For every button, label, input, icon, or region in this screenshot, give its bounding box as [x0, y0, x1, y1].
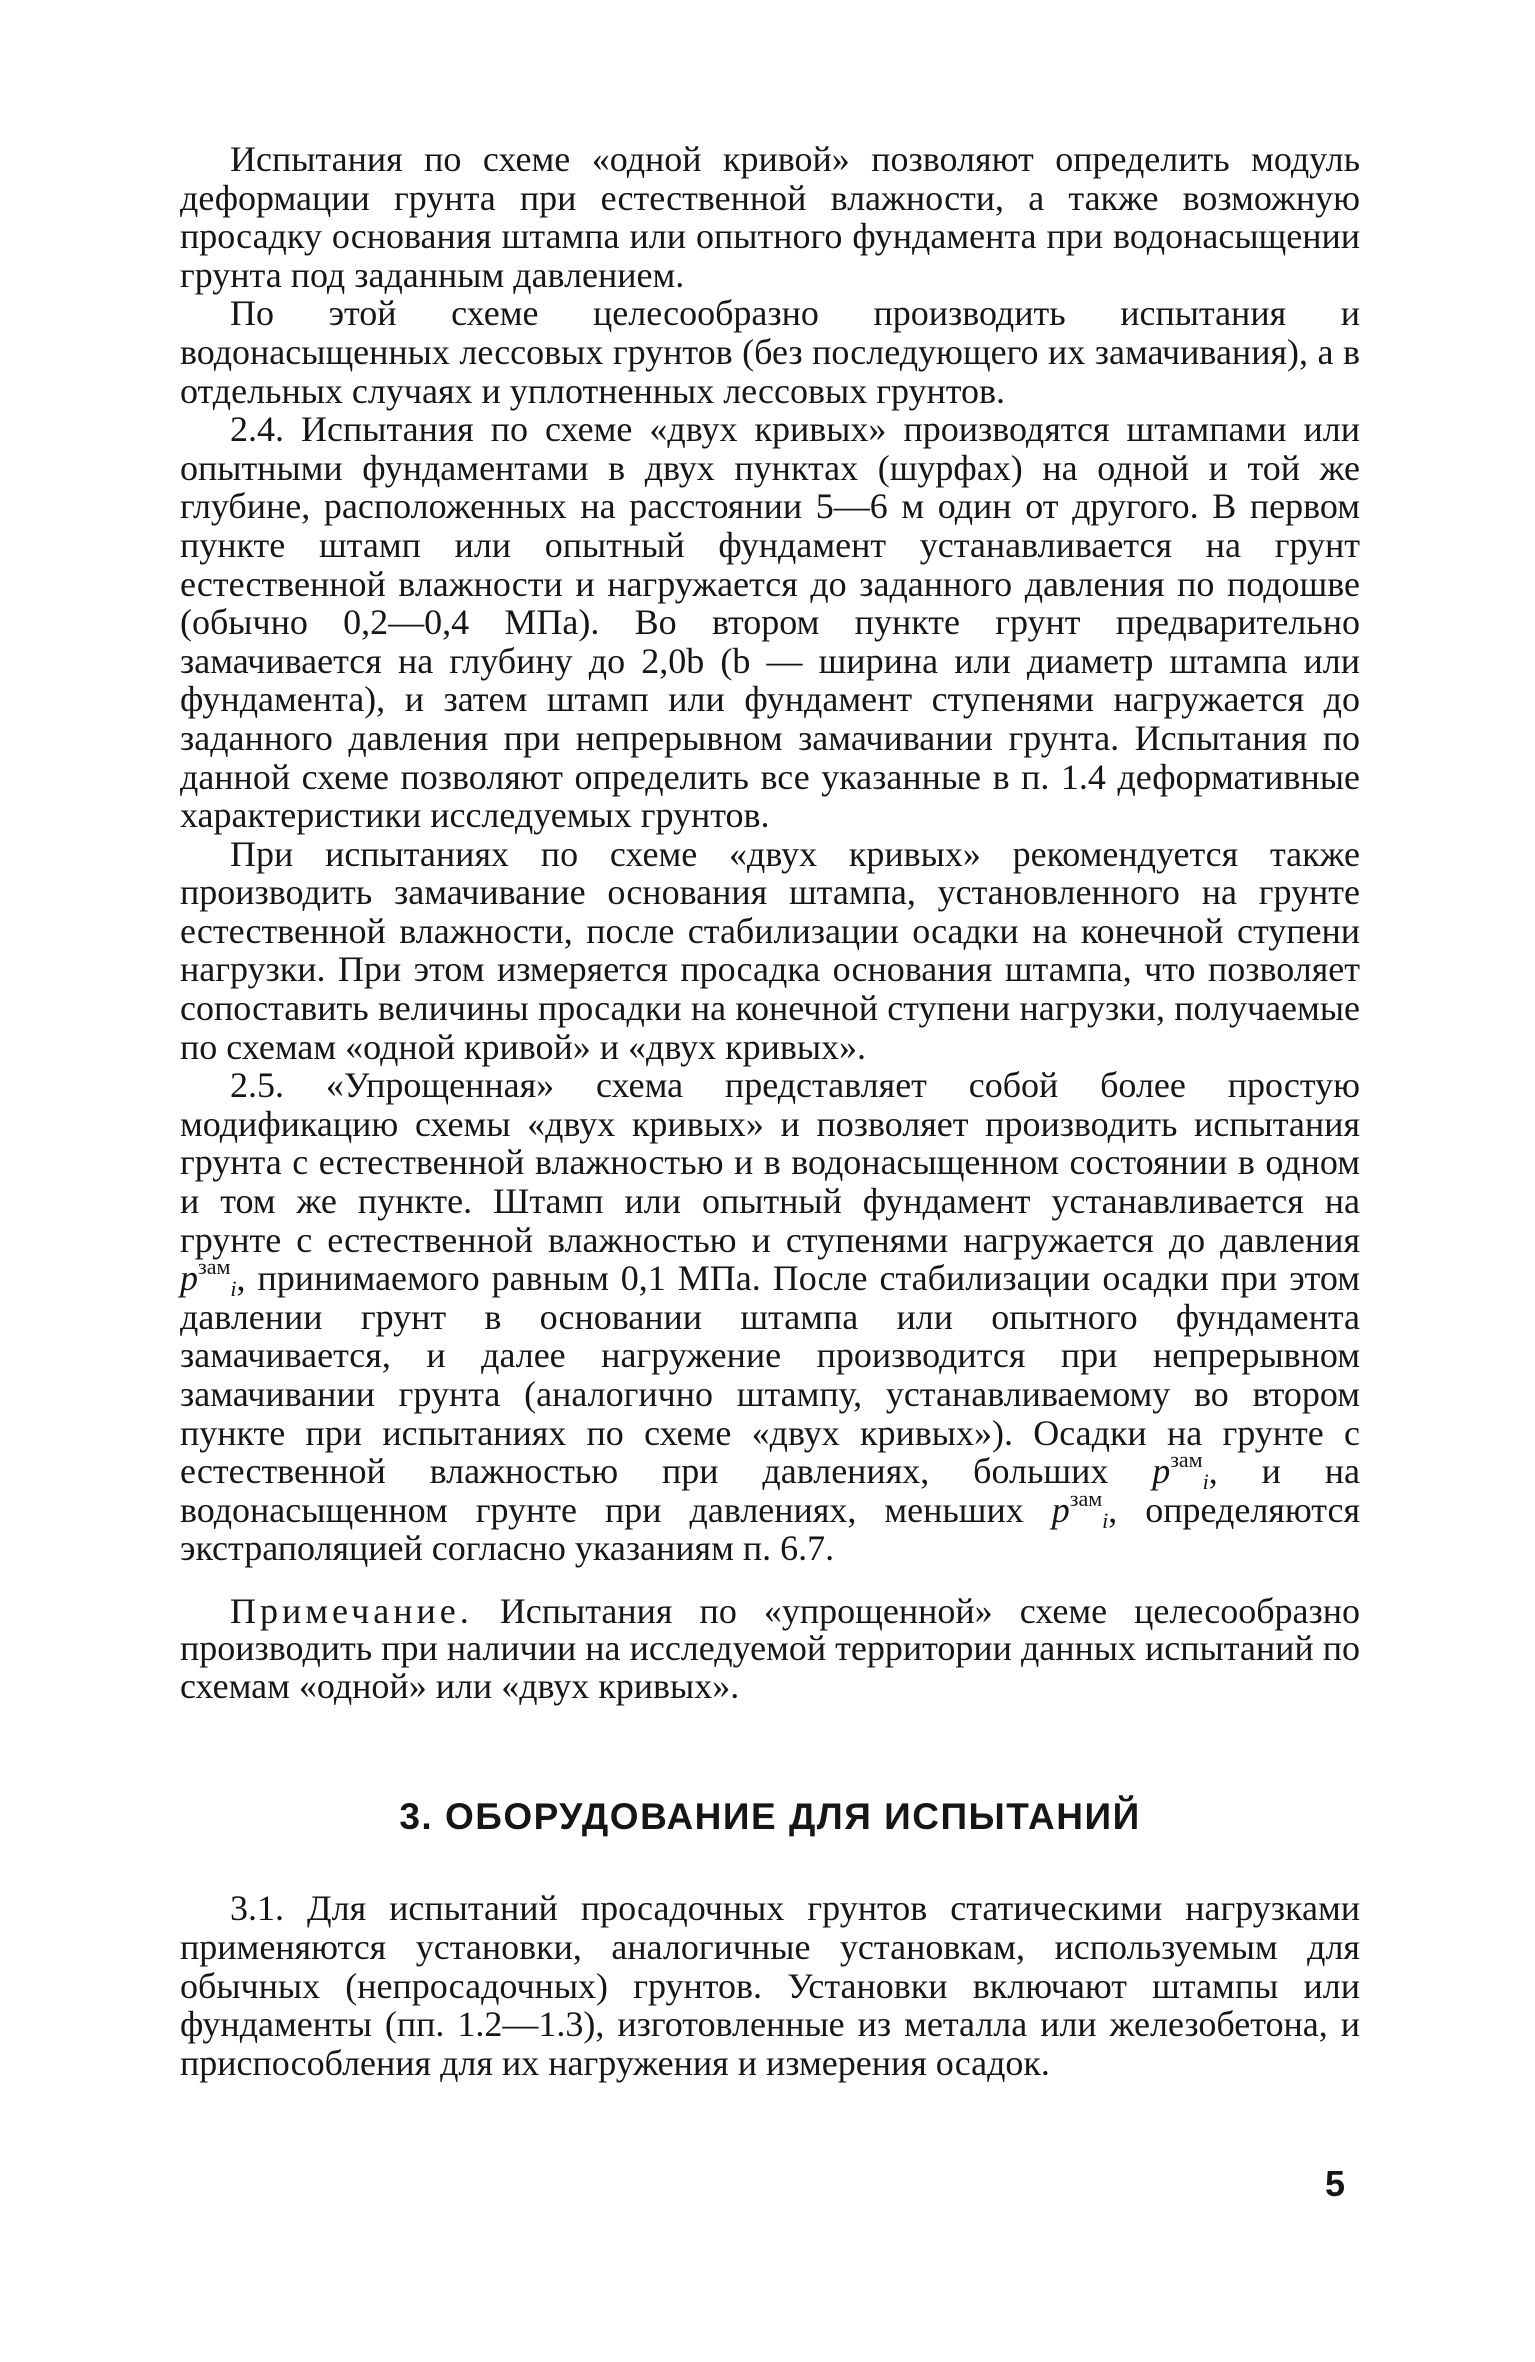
paragraph-saturated-loess: По этой схеме целесообразно производить испытания и водонасыщенных лессовых грунтов (без последующего их замачивания), а в отдельных случаях и уплотненных лессовых грунтов.: [180, 293, 1360, 411]
paragraph-2-5-text-1: 2.5. «Упрощенная» схема представляет собой более простую модификацию схемы «двух кривых» и позволяет производить испытания грунта с естественной влажностью и в водонасыщенном состоянии в одном и том же пункте. Штамп или опытный фундамент устанавливается на грунте с естественной влажностью и ступенями нагружается до давления: [180, 1065, 1360, 1260]
pressure-symbol: [1051, 1485, 1109, 1533]
pressure-symbol-subscript: i: [1202, 1469, 1209, 1495]
pressure-symbol-superscript: зам: [1170, 1447, 1203, 1473]
paragraph-2-5-text-2: , принимаемого равным 0,1 МПа. После стабилизации осадки при этом давлении грунт в основании штампа или опытного фундамента замачивается, и далее нагружение производится при непрерывном замачивании грунта (аналогично штампу, устанавливаемому во втором пункте при испытаниях по схеме «двух кривых»). Осадки на грунте с естественной влажностью при давлениях, больших: [180, 1258, 1360, 1492]
paragraph-2-5-text-3: , и на водонасыщенном грунте при давлениях, меньших: [180, 1451, 1360, 1530]
pressure-symbol-subscript: i: [230, 1276, 237, 1302]
pressure-symbol-superscript: зам: [198, 1254, 231, 1280]
note-paragraph: [180, 1590, 1360, 1706]
pressure-symbol-base: p: [180, 1258, 198, 1299]
paragraph-3-1-equipment: 3.1. Для испытаний просадочных грунтов статическими нагрузками применяются установки, аналогичные установкам, используемым для обычных (непросадочных) грунтов. Установки включают штампы или фундаменты (пп. 1.2—1.3), изготовленные из металла или железобетона, и приспособления для их нагружения и измерения осадок.: [180, 1888, 1360, 2083]
pressure-symbol-base: p: [1051, 1489, 1070, 1530]
paragraph-one-curve-scheme: Испытания по схеме «одной кривой» позволяют определить модуль деформации грунта при естественной влажности, а также возможную просадку основания штампа или опытного фундамента при водонасыщении грунта под заданным давлением.: [180, 139, 1360, 295]
section-3-heading: 3. ОБОРУДОВАНИЕ ДЛЯ ИСПЫТАНИЙ: [399, 1796, 1141, 1838]
pressure-symbol: [180, 1254, 237, 1302]
page-number: 5: [1325, 2163, 1346, 2204]
paragraph-2-4-two-curves: 2.4. Испытания по схеме «двух кривых» производятся штампами или опытными фундаментами в двух пунктах (шурфах) на одной и той же глубине, расположенных на расстоянии 5—6 м один от другого. В первом пункте штамп или опытный фундамент устанавливается на грунт естественной влажности и нагружается до заданного давления по подошве (обычно 0,2—0,4 МПа). Во втором пункте грунт предварительно замачивается на глубину до 2,0b (b — ширина или диаметр штампа или фундамента), и затем штамп или фундамент ступенями нагружается до заданного давления при непрерывном замачивании грунта. Испытания по данной схеме позволяют определить все указанные в п. 1.4 деформативные характеристики исследуемых грунтов.: [180, 409, 1360, 836]
pressure-symbol: [1152, 1447, 1209, 1495]
pressure-symbol-subscript: i: [1102, 1507, 1109, 1533]
paragraph-two-curves-recommendation: При испытаниях по схеме «двух кривых» рекомендуется также производить замачивание основания штампа, установленного на грунте естественной влажности, после стабилизации осадки на конечной ступени нагрузки. При этом измеряется просадка основания штампа, что позволяет сопоставить величины просадки на конечной ступени нагрузки, получаемые по схемам «одной кривой» и «двух кривых».: [180, 833, 1360, 1067]
pressure-symbol-superscript: зам: [1069, 1485, 1103, 1511]
pressure-symbol-base: p: [1152, 1451, 1171, 1492]
paragraph-2-5-simplified-scheme: [180, 1066, 1360, 1568]
note-text: Испытания по «упрощенной» схеме целесообразно производить при наличии на исследуемой территории данных испытаний по схемам «одной» или «двух кривых».: [180, 1590, 1360, 1706]
note-label: Примечание.: [230, 1590, 473, 1631]
paragraph-2-5-text-4: , определяются экстраполяцией согласно указаниям п. 6.7.: [180, 1489, 1360, 1569]
page-body: [180, 140, 1360, 2082]
